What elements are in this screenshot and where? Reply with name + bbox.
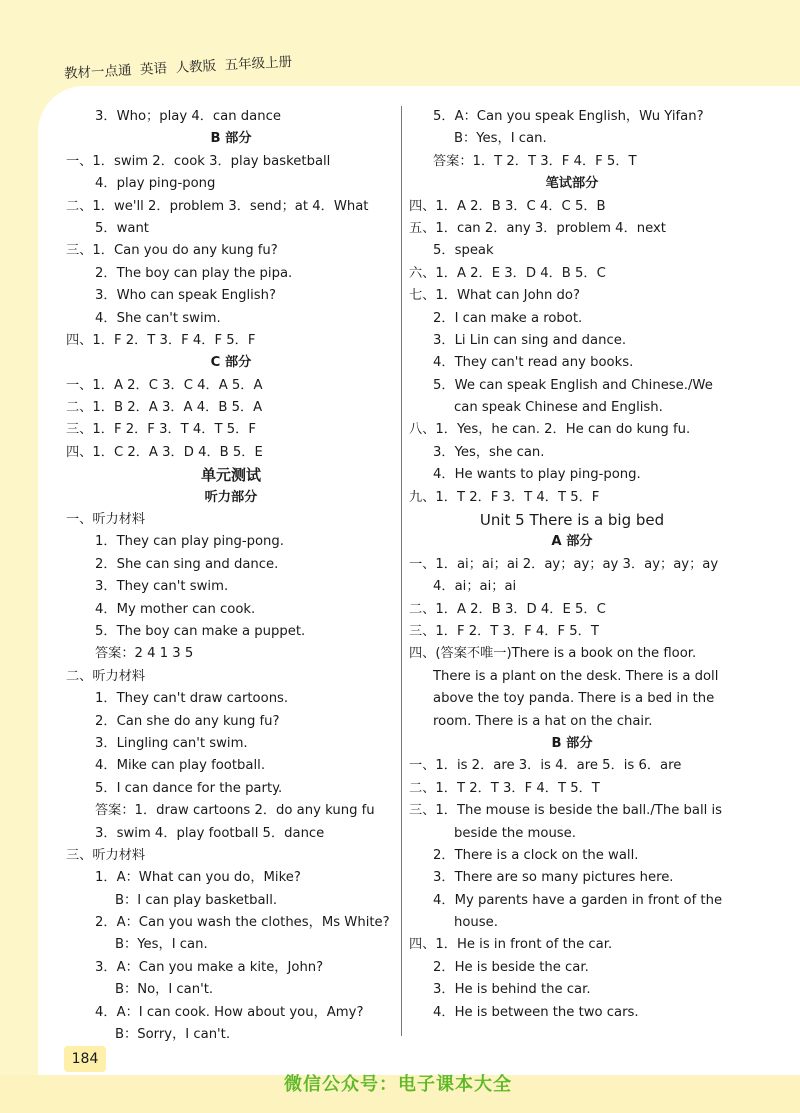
- answer-line: 一、1．A 2．C 3．C 4．A 5．A: [66, 377, 263, 393]
- answer-line: 3．swim 4．play football 5．dance: [95, 825, 325, 841]
- answer-line: 二、1．we'll 2．problem 3．send；at 4．What: [66, 198, 369, 214]
- answer-line: 2．She can sing and dance.: [95, 556, 279, 572]
- answer-line: house.: [454, 915, 498, 931]
- answer-line: 5．speak: [433, 243, 494, 259]
- answer-line: 2．A：Can you wash the clothes，Ms White?: [95, 915, 390, 931]
- answer-line: 二、1．B 2．A 3．A 4．B 5．A: [66, 400, 263, 416]
- answer-line: 4．Mike can play football.: [95, 758, 266, 774]
- answer-line: above the toy panda. There is a bed in the: [433, 691, 715, 707]
- answer-line: 5．The boy can make a puppet.: [95, 623, 306, 639]
- answer-line: 3．Li Lin can sing and dance.: [433, 332, 627, 348]
- answer-line: B 部分: [210, 131, 252, 147]
- answer-line: 一、1．is 2．are 3．is 4．are 5．is 6．are: [409, 758, 682, 774]
- answer-line: 4．ai；ai；ai: [433, 579, 517, 595]
- answer-line: 六、1．A 2．E 3．D 4．B 5．C: [409, 265, 606, 281]
- answer-line: 5．want: [95, 220, 149, 236]
- answer-line: 4．He wants to play ping-pong.: [433, 467, 641, 483]
- answer-line: 四、1．C 2．A 3．D 4．B 5．E: [66, 444, 263, 460]
- answer-line: beside the mouse.: [454, 825, 576, 841]
- answer-line: 三、1．F 2．T 3．F 4．F 5．T: [409, 623, 599, 639]
- answer-line: 笔试部分: [545, 176, 599, 192]
- column-divider: [401, 106, 402, 1036]
- answer-line: 2．I can make a robot.: [433, 310, 583, 326]
- answer-line: B：Sorry，I can't.: [115, 1027, 231, 1043]
- answer-line: 1．A：What can you do，Mike?: [95, 870, 301, 886]
- answer-line: 答案：1．draw cartoons 2．do any kung fu: [95, 803, 375, 819]
- answer-line: 答案：2 4 1 3 5: [95, 646, 194, 662]
- left-column: [66, 106, 396, 1046]
- answer-line: 5．A：Can you speak English，Wu Yifan?: [433, 109, 704, 124]
- answer-line: 4．She can't swim.: [95, 310, 221, 326]
- running-header: 教材一点通 英语 人教版 五年级上册: [63, 54, 293, 82]
- answer-line: 1．They can play ping-pong.: [95, 534, 284, 550]
- answer-line: 四、(答案不唯一)There is a book on the floor.: [409, 646, 697, 662]
- answer-line: B：No，I can't.: [115, 982, 214, 998]
- answer-line: B：Yes，I can.: [115, 937, 208, 953]
- answer-line: 二、听力材料: [66, 668, 146, 684]
- answer-line: C 部分: [210, 355, 252, 371]
- answer-line: 3．A：Can you make a kite，John?: [95, 959, 324, 975]
- answer-line: 2．He is beside the car.: [433, 959, 589, 975]
- answer-line: 一、1．ai；ai；ai 2．ay；ay；ay 3．ay；ay；ay: [409, 556, 719, 572]
- answer-line: B 部分: [551, 735, 593, 751]
- answer-line: 四、1．He is in front of the car.: [409, 937, 613, 953]
- answer-line: 三、1．F 2．F 3．T 4．T 5．F: [66, 422, 256, 438]
- right-column: [409, 106, 735, 1024]
- answer-line: 3．Yes，she can.: [433, 444, 545, 460]
- answer-line: 3．They can't swim.: [95, 579, 229, 595]
- answer-line: 4．He is between the two cars.: [433, 1004, 639, 1020]
- answer-line: 4．My parents have a garden in front of the: [433, 892, 723, 908]
- answer-line: 3．Who；play 4．can dance: [95, 109, 281, 124]
- answer-line: 一、听力材料: [66, 512, 146, 528]
- answer-line: 二、1．A 2．B 3．D 4．E 5．C: [409, 601, 606, 617]
- answer-line: 2．There is a clock on the wall.: [433, 847, 639, 863]
- answer-line: B：I can play basketball.: [115, 892, 278, 908]
- watermark: 微信公众号：电子课本大全: [284, 1074, 512, 1095]
- answer-line: 一、1．swim 2．cook 3．play basketball: [66, 153, 331, 169]
- answer-line: room. There is a hat on the chair.: [433, 713, 653, 729]
- answer-line: can speak Chinese and English.: [454, 400, 663, 416]
- answer-line: 三、听力材料: [66, 847, 146, 863]
- page-number: 184: [64, 1046, 106, 1072]
- answer-line: 4．play ping-pong: [95, 176, 216, 192]
- answer-line: 3．Who can speak English?: [95, 288, 276, 304]
- answer-line: 1．They can't draw cartoons.: [95, 691, 289, 707]
- answer-line: There is a plant on the desk. There is a doll: [433, 668, 719, 684]
- answer-line: 3．Lingling can't swim.: [95, 735, 248, 751]
- answer-line: A 部分: [551, 534, 593, 550]
- answer-line: 四、1．A 2．B 3．C 4．C 5．B: [409, 198, 606, 214]
- answer-line: Unit 5 There is a big bed: [479, 511, 665, 530]
- answer-line: 3．There are so many pictures here.: [433, 870, 674, 886]
- answer-line: 4．A：I can cook. How about you，Amy?: [95, 1004, 364, 1020]
- answer-line: 九、1．T 2．F 3．T 4．T 5．F: [409, 489, 600, 505]
- answer-line: 三、1．Can you do any kung fu?: [66, 243, 278, 259]
- answer-line: 5．I can dance for the party.: [95, 780, 283, 796]
- answer-line: 二、1．T 2．T 3．F 4．T 5．T: [409, 780, 600, 796]
- answer-line: 4．They can't read any books.: [433, 355, 634, 371]
- answer-line: 七、1．What can John do?: [409, 288, 580, 304]
- answer-line: 4．My mother can cook.: [95, 601, 256, 617]
- answer-line: 听力部分: [204, 489, 258, 505]
- answer-line: 5．We can speak English and Chinese./We: [433, 377, 713, 393]
- answer-line: 3．He is behind the car.: [433, 982, 591, 998]
- answer-line: 2．The boy can play the pipa.: [95, 265, 293, 281]
- answer-line: 答案：1．T 2．T 3．F 4．F 5．T: [433, 153, 637, 169]
- answer-line: 三、1．The mouse is beside the ball./The ball is: [409, 803, 723, 819]
- answer-line: B：Yes，I can.: [454, 131, 547, 147]
- answer-line: 2．Can she do any kung fu?: [95, 713, 280, 729]
- answer-line: 五、1．can 2．any 3．problem 4．next: [409, 220, 666, 236]
- answer-line: 八、1．Yes，he can. 2．He can do kung fu.: [409, 422, 691, 438]
- answer-line: 四、1．F 2．T 3．F 4．F 5．F: [66, 332, 256, 348]
- answer-line: 单元测试: [200, 466, 261, 485]
